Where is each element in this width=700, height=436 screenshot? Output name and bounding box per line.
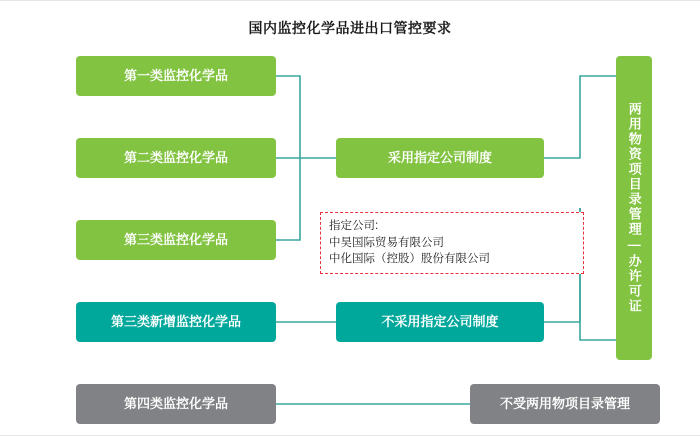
- box-dual-use-license-label: 两用物资项目录管理—办许可证: [626, 102, 642, 314]
- box-designated-company-system[interactable]: 采用指定公司制度: [336, 138, 544, 178]
- box-category-3[interactable]: 第三类监控化学品: [76, 220, 276, 260]
- box-category-1[interactable]: 第一类监控化学品: [76, 56, 276, 96]
- box-non-designated-company-system[interactable]: 不采用指定公司制度: [336, 302, 544, 342]
- box-category-2[interactable]: 第二类监控化学品: [76, 138, 276, 178]
- box-dual-use-license[interactable]: [616, 56, 652, 360]
- designated-companies-note: [320, 212, 584, 274]
- note-company-1: 中昊国际贸易有限公司: [329, 236, 444, 249]
- page-title: 国内监控化学品进出口管控要求: [248, 20, 452, 36]
- note-heading: 指定公司:: [329, 220, 379, 232]
- box-not-subject-to-dual-use-catalog[interactable]: 不受两用物项目录管理: [470, 384, 660, 424]
- box-category-4[interactable]: 第四类监控化学品: [76, 384, 276, 424]
- box-category-3-new[interactable]: 第三类新增监控化学品: [76, 302, 276, 342]
- note-company-2: 中化国际（控股）股份有限公司: [329, 253, 490, 266]
